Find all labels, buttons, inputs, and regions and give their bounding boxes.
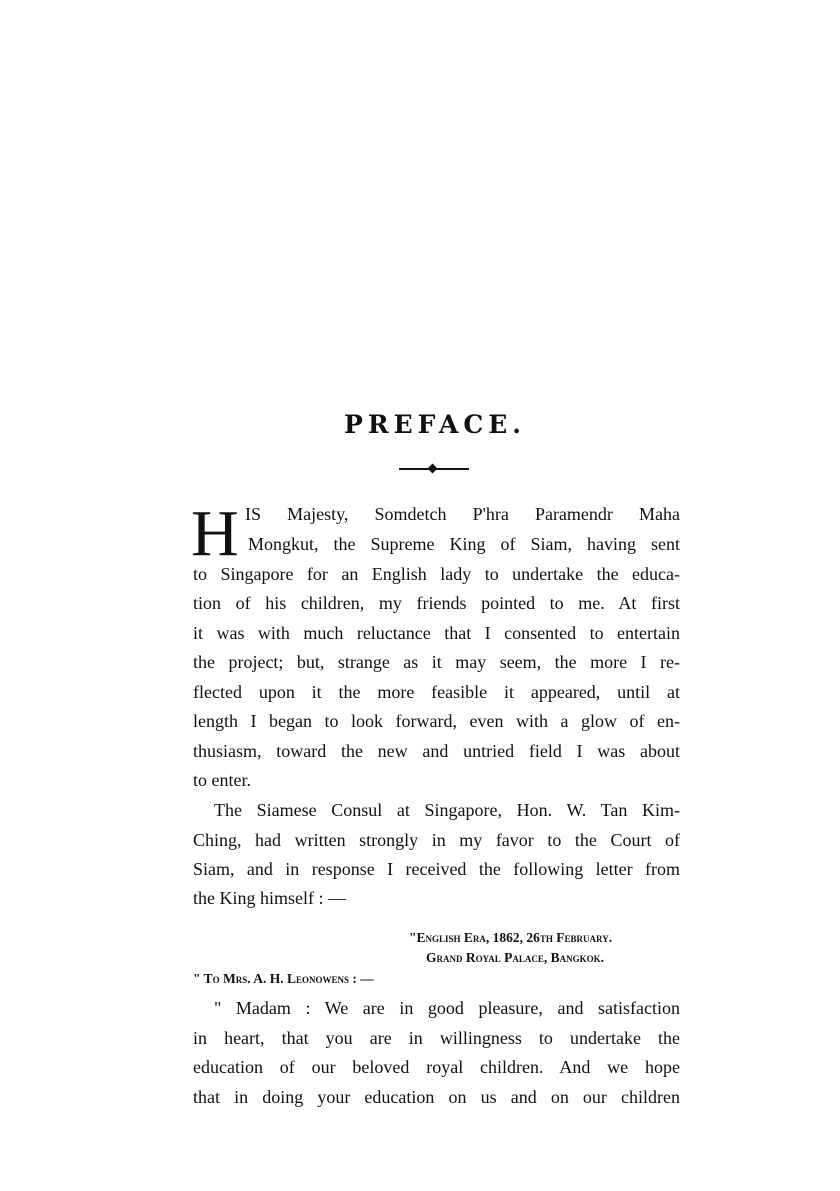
paragraph-line: The Siamese Consul at Singapore, Hon. W. Tan Kim- xyxy=(214,800,680,820)
letter-salutation: " To Mrs. A. H. Leonowens : — xyxy=(193,971,374,986)
paragraph-line: to Singapore for an English lady to undertake the educa- xyxy=(193,564,680,584)
paragraph-line: Mongkut, the Supreme King of Siam, having sent xyxy=(248,534,680,554)
letter-place: Grand Royal Palace, Bangkok. xyxy=(426,950,605,965)
letter-date: "English Era, 1862, 26th February. xyxy=(409,930,613,945)
title-rule-ornament xyxy=(428,464,438,474)
letter-line: in heart, that you are in willingness to undertake the xyxy=(193,1028,680,1048)
paragraph-line: the King himself : — xyxy=(193,888,346,908)
paragraph-line: the project; but, strange as it may seem, the more I re- xyxy=(193,652,680,672)
paragraph-line: IS Majesty, Somdetch P'hra Paramendr Maha xyxy=(245,504,680,524)
letter-line: education of our beloved royal children. And we hope xyxy=(193,1057,680,1077)
page-title: PREFACE. xyxy=(344,410,526,439)
paragraph-line: Siam, and in response I received the following letter from xyxy=(193,859,680,879)
paragraph-line: tion of his children, my friends pointed to me. At first xyxy=(193,593,680,613)
drop-cap: H xyxy=(191,497,239,570)
paragraph-line: it was with much reluctance that I consented to entertain xyxy=(193,623,680,643)
paragraph-line: length I began to look forward, even with a glow of en- xyxy=(193,711,680,731)
paragraph-line: Ching, had written strongly in my favor to the Court of xyxy=(193,830,680,850)
letter-line: " Madam : We are in good pleasure, and satisfaction xyxy=(214,998,680,1018)
paragraph-line: flected upon it the more feasible it appeared, until at xyxy=(193,682,680,702)
paragraph-line: to enter. xyxy=(193,770,251,790)
letter-line: that in doing your education on us and on our children xyxy=(193,1087,680,1107)
paragraph-line: thusiasm, toward the new and untried field I was about xyxy=(193,741,680,761)
